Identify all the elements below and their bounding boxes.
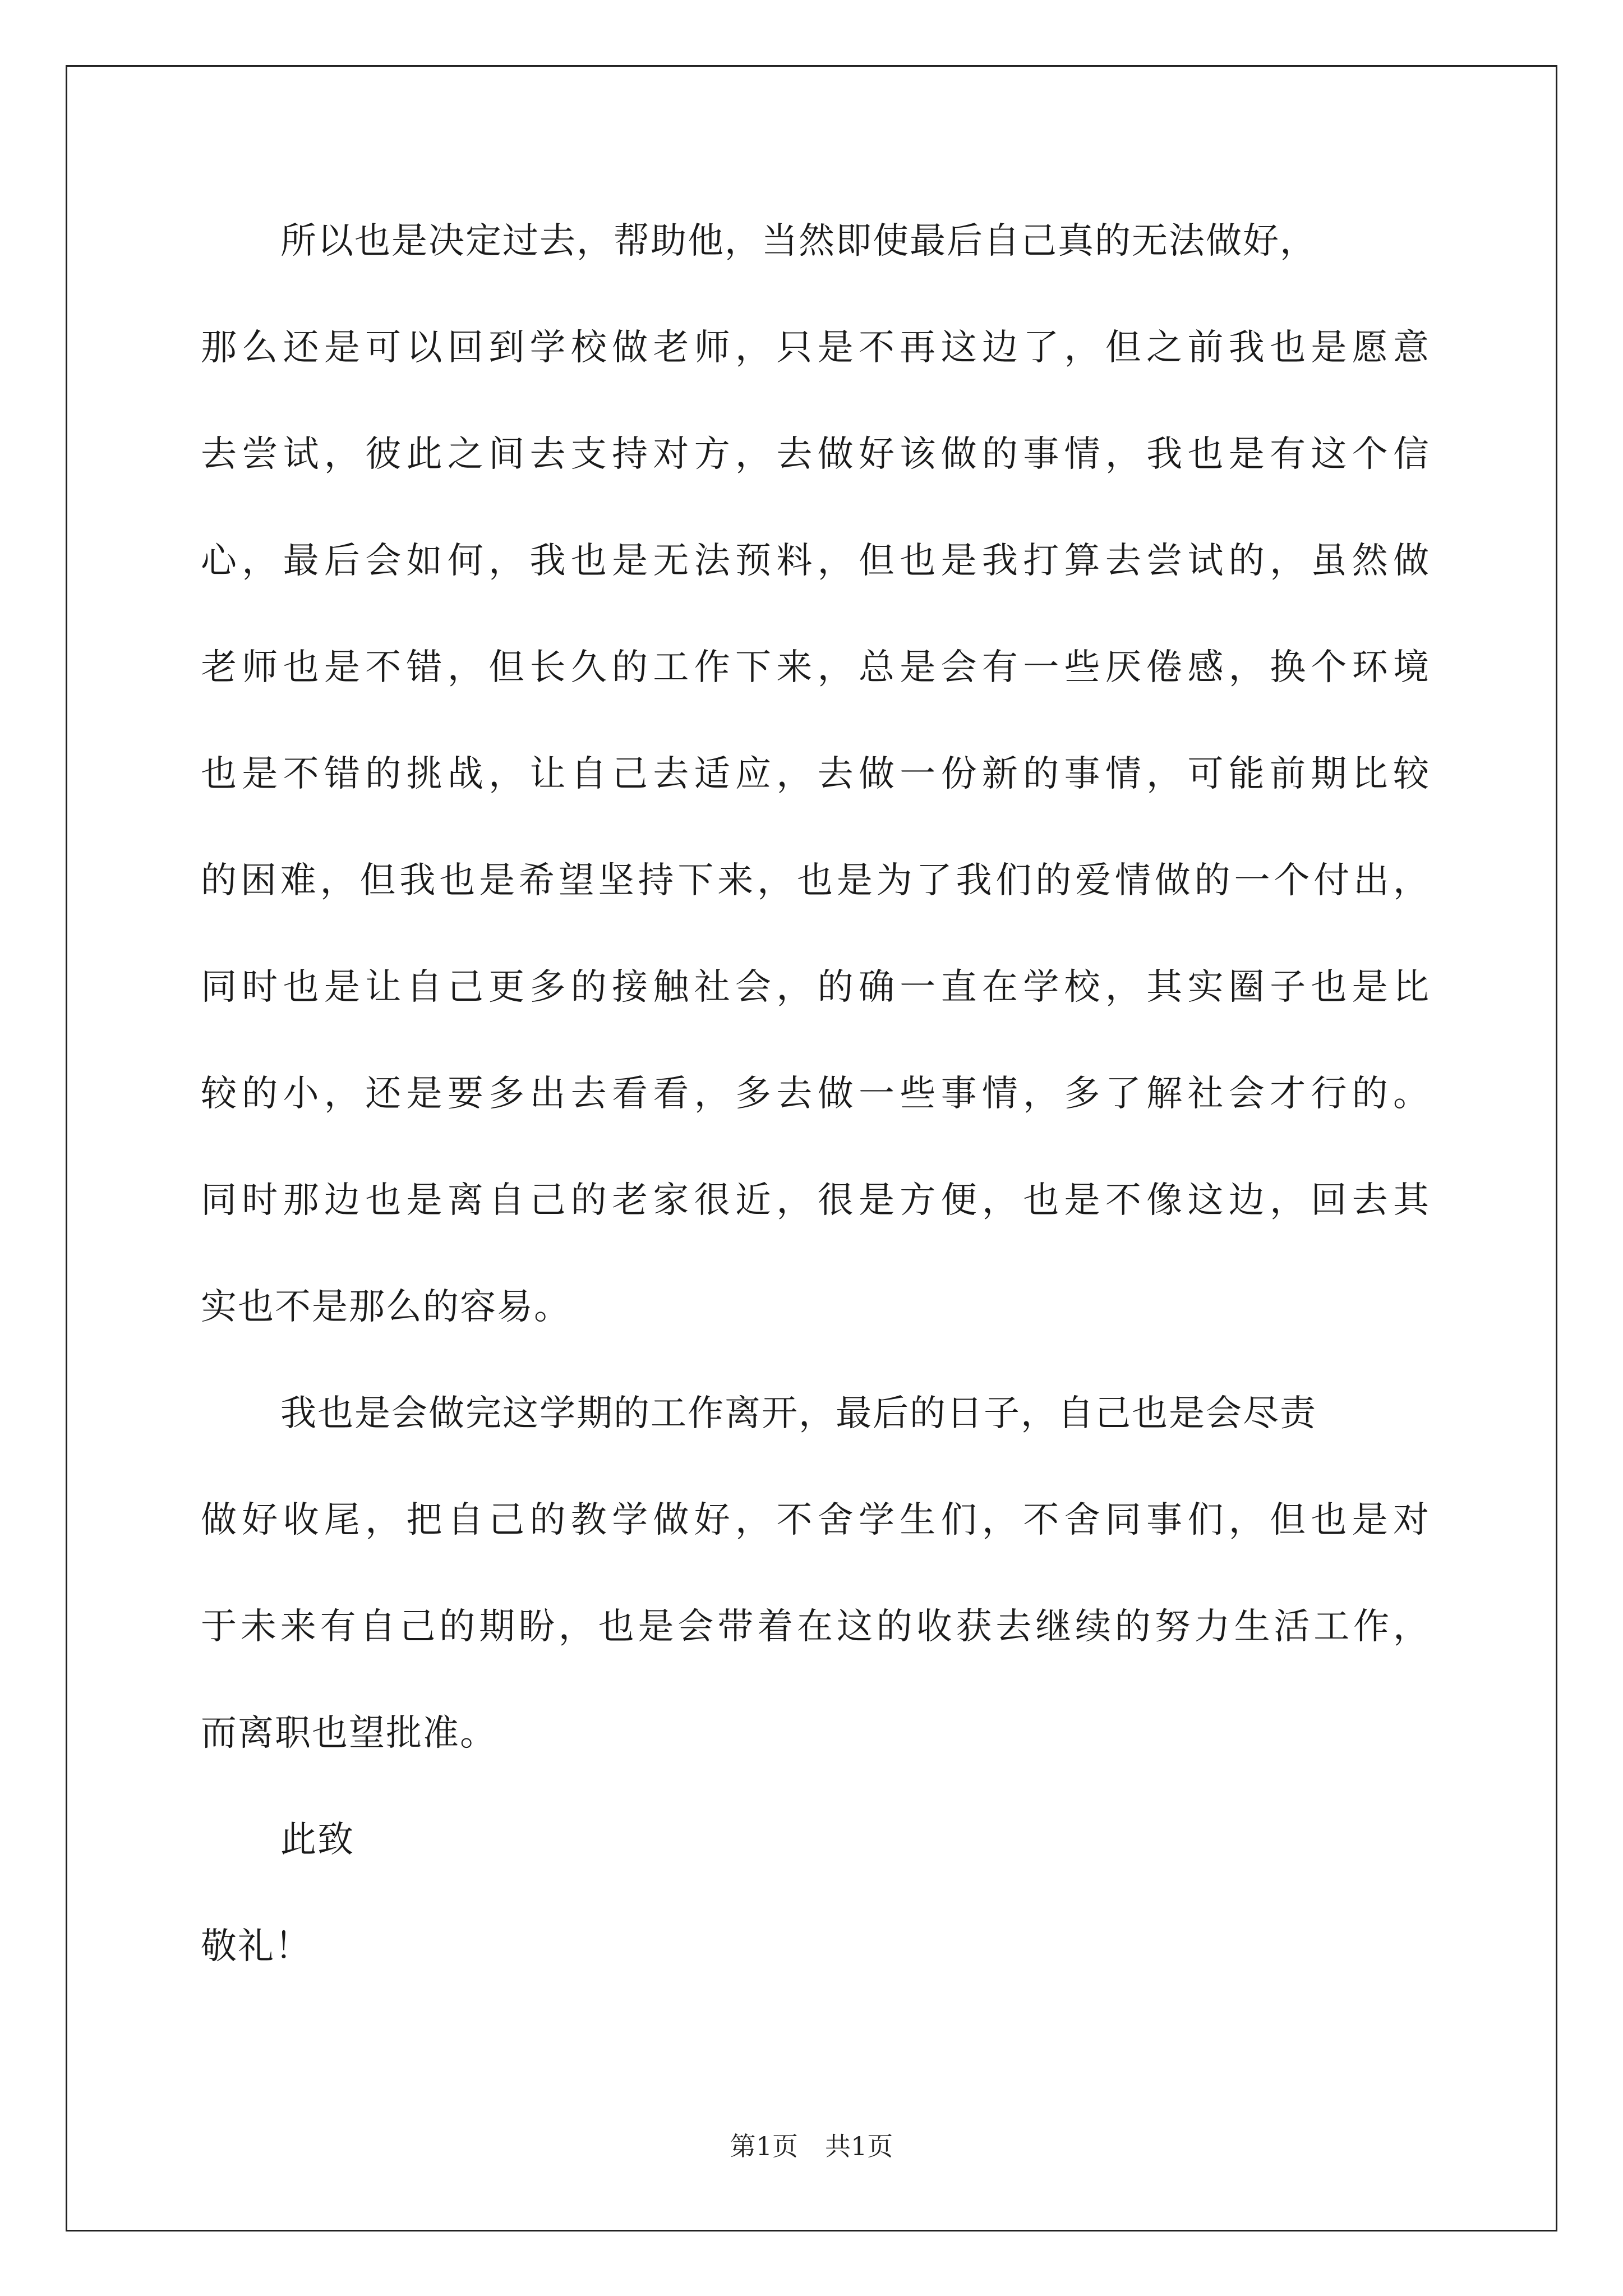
paragraph-1-line-1: 所以也是决定过去，帮助他，当然即使最后自己真的无法做好，: [280, 220, 1317, 262]
paragraph-1-line-11: 实也不是那么的容易。: [201, 1286, 571, 1328]
page-footer: [0, 2129, 1623, 2163]
paragraph-1-line-3: 去尝试，彼此之间去支持对方，去做好该做的事情，我也是有这个信: [201, 434, 1430, 475]
paragraph-1-line-6: 也是不错的挑战，让自己去适应，去做一份新的事情，可能前期比较: [201, 753, 1430, 795]
paragraph-1-line-10: 同时那边也是离自己的老家很近，很是方便，也是不像这边，回去其: [201, 1180, 1430, 1221]
page-number-current: 第1页: [730, 2131, 798, 2161]
paragraph-2-line-4: 而离职也望批准。: [201, 1713, 497, 1754]
paragraph-2-line-1: 我也是会做完这学期的工作离开，最后的日子，自己也是会尽责: [280, 1393, 1317, 1434]
paragraph-1-line-5: 老师也是不错，但长久的工作下来，总是会有一些厌倦感，换个环境: [201, 647, 1430, 688]
paragraph-2-line-3: 于未来有自己的期盼，也是会带着在这的收获去继续的努力生活工作，: [201, 1606, 1430, 1648]
page-number-total: 共1页: [825, 2131, 893, 2161]
paragraph-1-line-4: 心，最后会如何，我也是无法预料，但也是我打算去尝试的，虽然做: [201, 540, 1430, 582]
paragraph-1-line-8: 同时也是让自己更多的接触社会，的确一直在学校，其实圈子也是比: [201, 967, 1430, 1008]
paragraph-1-line-2: 那么还是可以回到学校做老师，只是不再这边了，但之前我也是愿意: [201, 327, 1430, 369]
closing-regards: 敬礼！: [201, 1926, 312, 1967]
paragraph-1-line-7: 的困难，但我也是希望坚持下来，也是为了我们的爱情做的一个付出，: [201, 860, 1430, 901]
paragraph-1-line-9: 较的小，还是要多出去看看，多去做一些事情，多了解社会才行的。: [201, 1073, 1430, 1115]
closing-salutation: 此致: [280, 1819, 354, 1861]
paragraph-2-line-2: 做好收尾，把自己的教学做好，不舍学生们，不舍同事们，但也是对: [201, 1499, 1430, 1541]
page-border: [66, 65, 1557, 2231]
